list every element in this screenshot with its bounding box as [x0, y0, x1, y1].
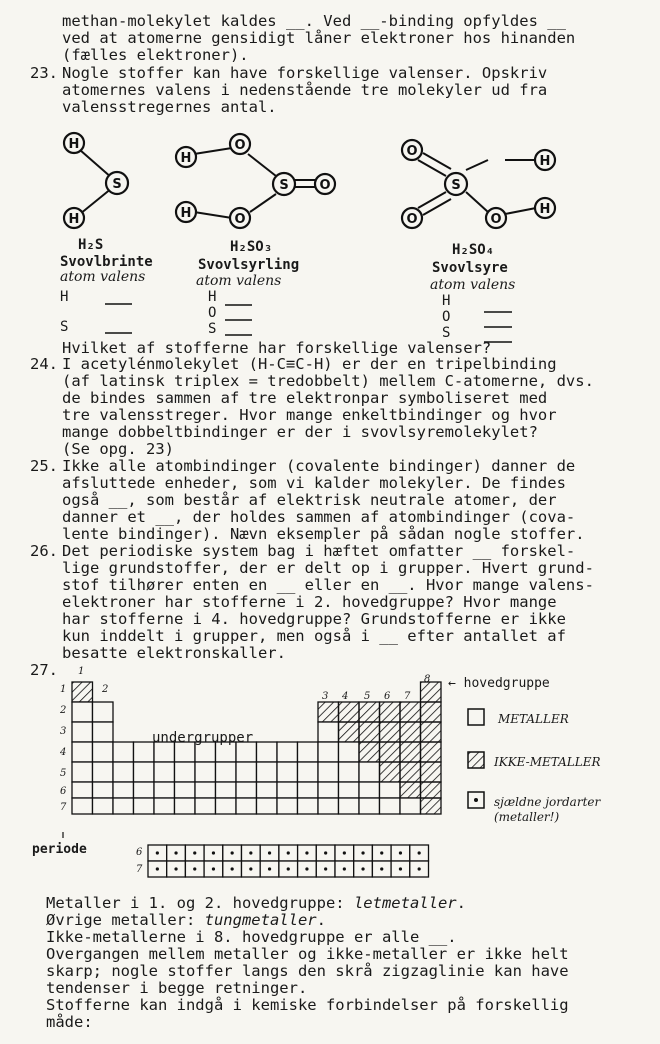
element-cell [298, 762, 319, 782]
period-number-7: 7 [60, 802, 67, 813]
element-cell [72, 722, 93, 742]
element-cell [277, 762, 298, 782]
atom-letter: S [279, 178, 289, 193]
element-cell [400, 742, 421, 762]
rare-earth-dot [268, 851, 271, 854]
element-cell [400, 702, 421, 722]
q25-line-2: afsluttede enheder, som vi kalder molekyler. De findes [62, 474, 566, 492]
q25-line-3: også __, som består af elektrisk neutrale atomer, der [62, 491, 557, 509]
caption-h2so4: atom valens [430, 277, 516, 293]
legend-metaller: METALLER [498, 712, 569, 726]
q23-line-2: atomernes valens i nedenstående tre molekyler ud fra [62, 81, 548, 99]
legend-ikke-metaller: IKKE-METALLER [494, 755, 601, 769]
element-cell [298, 782, 319, 798]
element-cell [236, 762, 257, 782]
q26-line-3: stof tilhører enten en __ eller en __. Hvor mange valens- [62, 576, 594, 594]
atom-letter: S [451, 178, 461, 193]
element-cell [359, 782, 380, 798]
element-cell [400, 782, 421, 798]
name-h2s: Svovlbrinte [60, 254, 153, 270]
footer-line-5: skarp; nogle stoffer langs den skrå zigzaglinie kan have [46, 962, 569, 980]
atom-h2so4-o: O [442, 309, 451, 325]
element-cell [339, 798, 360, 814]
q24-line-6: (Se opg. 23) [62, 440, 174, 458]
element-cell [421, 798, 442, 814]
element-cell [318, 798, 339, 814]
atom-letter: O [234, 138, 246, 153]
rare-earth-dot [380, 851, 383, 854]
element-cell [134, 742, 155, 762]
element-cell [380, 702, 401, 722]
element-cell [380, 722, 401, 742]
atom-letter: H [68, 212, 80, 227]
intro-line-3: (fælles elektroner). [62, 46, 249, 64]
undergrupper-label: undergrupper [152, 730, 254, 746]
period-number-1: 1 [60, 684, 67, 695]
rare-earth-dot [156, 867, 159, 870]
group-number-3: 3 [322, 691, 329, 702]
rare-earth-dot [361, 851, 364, 854]
element-cell [318, 742, 339, 762]
hovedgruppe-label: ← hovedgruppe [448, 676, 550, 691]
q26-number: 26. [30, 542, 58, 560]
group-number-7: 7 [404, 691, 411, 702]
q25-number: 25. [30, 457, 58, 475]
element-cell [175, 798, 196, 814]
footer-line-7: Stofferne kan indgå i kemiske forbindelser på forskellig [46, 996, 569, 1014]
element-cell [359, 742, 380, 762]
rare-earth-dot [249, 867, 252, 870]
element-cell [154, 798, 175, 814]
group-number-6: 6 [384, 691, 391, 702]
element-cell [257, 742, 278, 762]
element-cell [154, 762, 175, 782]
rare-earth-dot [418, 851, 421, 854]
period-number-4: 4 [60, 747, 67, 758]
element-cell [72, 798, 93, 814]
element-cell [339, 762, 360, 782]
element-cell [421, 742, 442, 762]
q24-number: 24. [30, 355, 58, 373]
atom-letter: S [112, 177, 122, 192]
element-cell [400, 722, 421, 742]
formula-h2s: H₂S [78, 237, 104, 253]
footer-line-2: Øvrige metaller: tungmetaller. [46, 911, 326, 929]
q25-line-1: Ikke alle atombindinger (covalente bindinger) danner de [62, 457, 576, 475]
footer-line-6: tendenser i begge retninger. [46, 979, 308, 997]
q26-line-1: Det periodiske system bag i hæftet omfatter __ forskel- [62, 542, 576, 560]
element-cell [195, 762, 216, 782]
atom-letter: O [234, 212, 246, 227]
caption-h2s: atom valens [60, 269, 146, 285]
atom-letter: H [539, 202, 551, 217]
element-cell [93, 742, 114, 762]
intro-line-2: ved at atomerne gensidigt låner elektroner hos hinanden [62, 29, 576, 47]
period-number-3: 3 [60, 726, 67, 737]
element-cell [113, 762, 134, 782]
formula-h2so4: H₂SO₄ [452, 242, 495, 258]
periode-label: periode [32, 842, 87, 857]
rare-earth-dot [212, 867, 215, 870]
element-cell [339, 722, 360, 742]
element-cell [380, 782, 401, 798]
formula-h2so3: H₂SO₃ [230, 239, 273, 255]
element-cell [154, 782, 175, 798]
footer-line-1: Metaller i 1. og 2. hovedgruppe: letmetaller. [46, 894, 466, 912]
q24-line-5: mange dobbeltbindinger er der i svovlsyremolekylet? [62, 423, 538, 441]
rare-earth-dot [361, 867, 364, 870]
element-cell [134, 798, 155, 814]
rare-earth-dot [156, 851, 159, 854]
element-cell [318, 762, 339, 782]
rare-earth-dot [343, 867, 346, 870]
rare-earth-dot [287, 867, 290, 870]
element-cell [134, 762, 155, 782]
group-number-2: 2 [102, 684, 109, 695]
element-cell [113, 798, 134, 814]
rare-earth-dot [324, 867, 327, 870]
element-cell [93, 702, 114, 722]
name-h2so4: Svovlsyre [432, 260, 508, 276]
footer-line-4: Overgangen mellem metaller og ikke-metaller er ikke helt [46, 945, 569, 963]
q26-line-4: elektroner har stofferne i 2. hovedgruppe? Hvor mange [62, 593, 557, 611]
element-cell [195, 782, 216, 798]
element-cell [257, 798, 278, 814]
group-number-8: 8 [424, 674, 431, 685]
element-cell [216, 762, 237, 782]
element-cell [421, 782, 442, 798]
element-cell [380, 798, 401, 814]
element-cell [175, 762, 196, 782]
q24-line-3: de bindes sammen af tre elektronpar symboliseret med [62, 389, 548, 407]
rare-earth-dot [174, 851, 177, 854]
element-cell [318, 722, 339, 742]
q24-line-4: tre valensstreger. Hvor mange enkeltbindinger og hvor [62, 406, 557, 424]
element-cell [72, 742, 93, 762]
atom-h2s-s: S [60, 319, 69, 335]
element-cell [421, 762, 442, 782]
element-cell [113, 782, 134, 798]
period-number-5: 5 [60, 768, 67, 779]
rare-earth-dot [324, 851, 327, 854]
element-cell [113, 742, 134, 762]
element-cell [380, 742, 401, 762]
rare-earth-dot [193, 867, 196, 870]
element-cell [318, 782, 339, 798]
legend-nonmetal-box [468, 752, 484, 768]
group-number-5: 5 [364, 691, 371, 702]
atom-letter: H [68, 137, 80, 152]
element-cell [277, 798, 298, 814]
q23-line-3: valensstregernes antal. [62, 98, 277, 116]
element-cell [339, 742, 360, 762]
atom-h2so3-o: O [208, 305, 217, 321]
element-cell [175, 782, 196, 798]
element-cell [277, 782, 298, 798]
atom-letter: O [406, 144, 418, 159]
element-cell [195, 798, 216, 814]
atom-h2so4-s: S [442, 325, 451, 341]
rare-earth-dot [287, 851, 290, 854]
element-cell [318, 702, 339, 722]
atom-letter: O [490, 212, 502, 227]
rare-earth-dot [193, 851, 196, 854]
caption-h2so3: atom valens [196, 273, 282, 289]
element-cell [236, 798, 257, 814]
atom-h2so4-h: H [442, 293, 451, 309]
lanthanide-row-6: 6 [136, 847, 143, 858]
element-cell [359, 762, 380, 782]
element-cell [400, 762, 421, 782]
rare-earth-dot [249, 851, 252, 854]
rare-earth-dot [174, 867, 177, 870]
element-cell [257, 782, 278, 798]
element-cell [72, 762, 93, 782]
q24-line-2: (af latinsk triplex = tredobbelt) mellem C-atomerne, dvs. [62, 372, 594, 390]
rare-earth-dot [268, 867, 271, 870]
element-cell [277, 742, 298, 762]
element-cell [93, 798, 114, 814]
element-cell [93, 762, 114, 782]
q24-line-1: I acetylénmolekylet (H-C≡C-H) er der en tripelbinding [62, 355, 557, 373]
rare-earth-dot [399, 867, 402, 870]
rare-earth-dot [343, 851, 346, 854]
q26-line-5: har stofferne i 4. hovedgruppe? Grundstofferne er ikke [62, 610, 566, 628]
q23-line-1: Nogle stoffer kan have forskellige valenser. Opskriv [62, 64, 548, 82]
element-cell [400, 798, 421, 814]
element-cell [339, 782, 360, 798]
element-cell [93, 782, 114, 798]
element-cell [421, 682, 442, 702]
atom-letter: H [539, 154, 551, 169]
footer-line-8: måde: [46, 1013, 93, 1031]
rare-earth-dot [231, 851, 234, 854]
rare-earth-dot [212, 851, 215, 854]
q23-question: Hvilket af stofferne har forskellige valenser? [62, 339, 492, 357]
rare-earth-dot [418, 867, 421, 870]
element-cell [257, 762, 278, 782]
atom-letter: H [180, 151, 192, 166]
element-cell [216, 782, 237, 798]
legend-metal-box [468, 709, 484, 725]
q27-number: 27. [30, 661, 58, 679]
q23-number: 23. [30, 64, 58, 82]
element-cell [359, 798, 380, 814]
q26-line-6: kun inddelt i grupper, men også i __ efter antallet af [62, 627, 566, 645]
name-h2so3: Svovlsyrling [198, 257, 300, 273]
element-cell [72, 782, 93, 798]
atom-letter: H [180, 206, 192, 221]
atom-letter: O [406, 212, 418, 227]
legend-sjaeldne: sjældne jordarter [494, 795, 601, 809]
rare-earth-dot [231, 867, 234, 870]
atom-h2s-h: H [60, 289, 69, 305]
element-cell [380, 762, 401, 782]
rare-earth-dot [305, 867, 308, 870]
group-number-4: 4 [342, 691, 349, 702]
element-cell [298, 798, 319, 814]
element-cell [298, 742, 319, 762]
element-cell [421, 722, 442, 742]
rare-earth-dot [380, 867, 383, 870]
element-cell [421, 702, 442, 722]
intro-line-1: methan-molekylet kaldes __. Ved __-binding opfyldes __ [62, 12, 566, 30]
atom-letter: O [319, 178, 331, 193]
element-cell [134, 782, 155, 798]
group-number-1: 1 [78, 666, 85, 677]
element-cell [359, 722, 380, 742]
q26-line-7: besatte elektronskaller. [62, 644, 286, 662]
legend-sjaeldne-note: (metaller!) [494, 810, 560, 824]
period-number-2: 2 [60, 705, 67, 716]
element-cell [359, 702, 380, 722]
footer-line-3: Ikke-metallerne i 8. hovedgruppe er alle __. [46, 928, 457, 946]
element-cell [93, 722, 114, 742]
rare-earth-dot [399, 851, 402, 854]
element-cell [339, 702, 360, 722]
q25-line-4: danner et __, der holdes sammen af atombindinger (cova- [62, 508, 576, 526]
atom-h2so3-s: S [208, 321, 217, 337]
atom-h2so3-h: H [208, 289, 217, 305]
lanthanide-row-7: 7 [136, 864, 143, 875]
period-number-6: 6 [60, 786, 67, 797]
element-cell [72, 702, 93, 722]
q25-line-5: lente bindinger). Nævn eksempler på sådan nogle stoffer. [62, 525, 585, 543]
rare-earth-dot [305, 851, 308, 854]
q26-line-2: lige grundstoffer, der er delt op i grupper. Hvert grund- [62, 559, 594, 577]
element-cell [72, 682, 93, 702]
element-cell [216, 798, 237, 814]
element-cell [236, 782, 257, 798]
